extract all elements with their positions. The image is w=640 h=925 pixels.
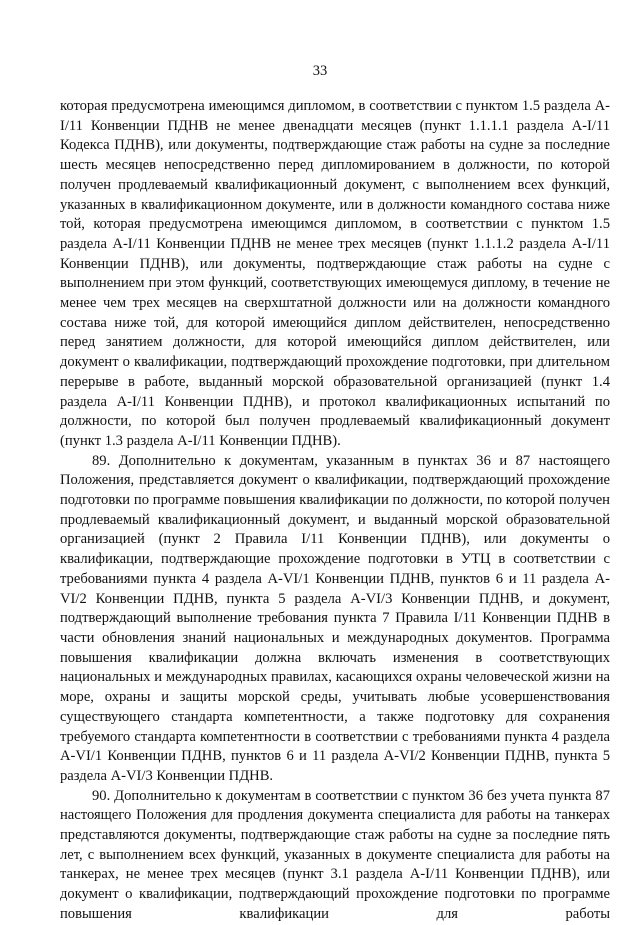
document-body [60, 97, 610, 925]
paragraph-90: 90. Дополнительно к документам в соответствии с пунктом 36 без учета пункта 87 настоящего Положения для продления документа специалиста для работы на танкерах представляются документы, подтверждающие стаж работы на судне за последние пять лет, с выполнением всех функций, указанных в документе специалиста для работы на танкерах, не менее трех месяцев (пункт 3.1 раздела A-I/11 Конвенции ПДНВ), или документ о квалификации, подтверждающий прохождение подготовки по программе повышения квалификации для работы [60, 787, 610, 922]
page-number: 33 [312, 63, 328, 79]
paragraph-89: 89. Дополнительно к документам, указанным в пунктах 36 и 87 настоящего Положения, представляется документ о квалификации, подтверждающий прохождение подготовки по программе повышения квалификации по должности, по которой получен продлеваемый квалификационный документ, и выданный морской образовательной организацией (пункт 2 Правила I/11 Конвенции ПДНВ), или документы о квалификации, подтверждающие прохождение подготовки в УТЦ в соответствии с требованиями пункта 4 раздела A-VI/1 Конвенции ПДНВ, пунктов 6 и 11 раздела A-VI/2 Конвенции ПДНВ, пункта 5 раздела A-VI/3 Конвенции ПДНВ, и документ, подтверждающий выполнение требования пункта 7 Правила I/11 Конвенции ПДНВ в части обновления знаний национальных и международных документов. Программа повышения квалификации должна включать изменения в соответствующих национальных и международных правилах, касающихся охраны человеческой жизни на море, охраны и защиты морской среды, учитывать любые усовершенствования существующего стандарта компетентности, а также подготовку для сохранения требуемого стандарта компетентности в соответствии с требованиями пункта 4 раздела A-VI/1 Конвенции ПДНВ, пунктов 6 и 11 раздела A-VI/2 Конвенции ПДНВ, пункта 5 раздела A-VI/3 Конвенции ПДНВ. [60, 452, 610, 784]
paragraph-88-continuation: которая предусмотрена имеющимся дипломом, в соответствии с пунктом 1.5 раздела A-I/11 Конвенции ПДНВ не менее двенадцати месяцев (пункт 1.1.1.1 раздела A-I/11 Кодекса ПДНВ), или документы, подтверждающие стаж работы на судне за последние шесть месяцев непосредственно перед дипломированием в должности, по которой получен продлеваемый квалификационный документ, с выполнением всех функций, указанных в квалификационном документе, или в должности командного состава ниже той, которая предусмотрена имеющимся дипломом, в соответствии с пунктом 1.5 раздела A-I/11 Конвенции ПДНВ не менее трех месяцев (пункт 1.1.1.2 раздела A-I/11 Конвенции ПДНВ), или документы, подтверждающие стаж работы на судне с выполнением при этом функций, соответствующих имеющемуся диплому, в течение не менее чем трех месяцев на сверхштатной должности или на должности командного состава ниже той, для которой имеющийся диплом действителен, непосредственно перед занятием должности, для которой имеющийся диплом действителен, или документ о квалификации, подтверждающий прохождение подготовки, при длительном перерыве в работе, выданный морской образовательной организацией (пункт 1.4 раздела A-I/11 Конвенции ПДНВ), и протокол квалификационных испытаний по должности, по которой был получен продлеваемый квалификационный документ (пункт 1.3 раздела A-I/11 Конвенции ПДНВ). [60, 98, 610, 449]
